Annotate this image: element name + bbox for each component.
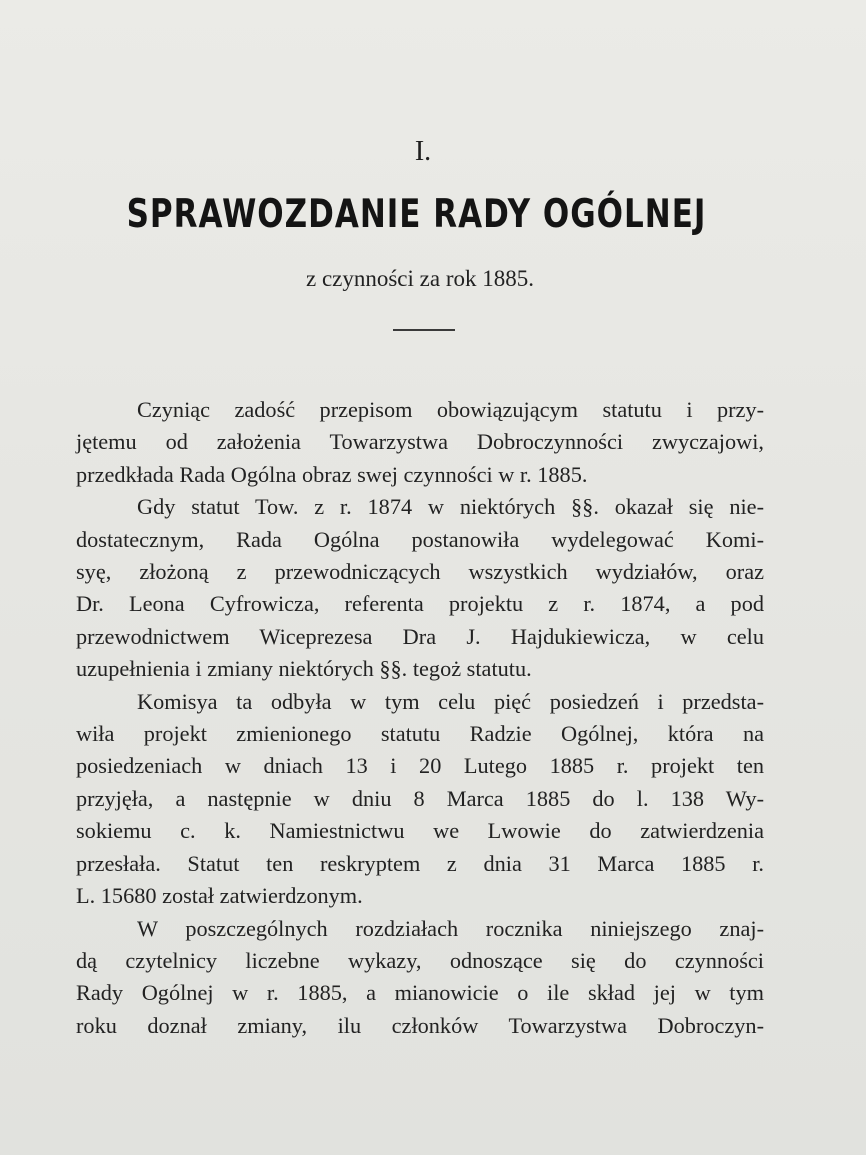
text-line: przedkłada Rada Ogólna obraz swej czynności w r. 1885.: [76, 461, 588, 487]
text-line: sokiemu c. k. Namiestnictwu we Lwowie do zatwierdzenia: [76, 818, 764, 844]
paragraph-2: [76, 491, 764, 685]
text-line: L. 15680 został zatwierdzonym.: [76, 883, 363, 909]
text-line: posiedzeniach w dniach 13 i 20 Lutego 1885 r. projekt ten: [76, 753, 764, 779]
text-line: dą czytelnicy liczebne wykazy, odnoszące się do czynności: [76, 947, 764, 973]
paragraph-3: [76, 686, 764, 913]
text-line: wiła projekt zmienionego statutu Radzie Ogólnej, która na: [76, 721, 764, 747]
text-line: Dr. Leona Cyfrowicza, referenta projektu z r. 1874, a pod: [76, 591, 764, 617]
text-line: syę, złożoną z przewodniczących wszystkich wydziałów, oraz: [76, 559, 764, 585]
paragraph-1: [76, 394, 764, 491]
text-line: przesłała. Statut ten reskryptem z dnia 31 Marca 1885 r.: [76, 850, 764, 876]
text-line: Rady Ogólnej w r. 1885, a mianowicie o ile skład jej w tym: [76, 980, 764, 1006]
text-line: Komisya ta odbyła w tym celu pięć posiedzeń i przedsta-: [137, 688, 764, 714]
page-title: SPRAWOZDANIE RADY OGÓLNEJ: [126, 192, 707, 237]
text-line: W poszczególnych rozdziałach rocznika niniejszego znaj-: [137, 915, 764, 941]
text-line: dostatecznym, Rada Ogólna postanowiła wydelegować Komi-: [76, 526, 764, 552]
text-line: uzupełnienia i zmiany niektórych §§. tegoż statutu.: [76, 656, 532, 682]
text-line: przyjęła, a następnie w dniu 8 Marca 1885 do l. 138 Wy-: [76, 785, 764, 811]
section-number: I.: [414, 136, 432, 167]
text-line: przewodnictwem Wiceprezesa Dra J. Hajdukiewicza, w celu: [76, 623, 764, 649]
page-subtitle: z czynności za rok 1885.: [305, 266, 534, 291]
text-line: Czyniąc zadość przepisom obowiązującym statutu i przy-: [137, 397, 764, 422]
text-line: roku doznał zmiany, ilu członków Towarzystwa Dobroczyn-: [76, 1012, 764, 1038]
text-line: jętemu od założenia Towarzystwa Dobroczynności zwyczajowi,: [76, 429, 764, 455]
title-divider: [393, 329, 455, 331]
text-line: Gdy statut Tow. z r. 1874 w niektórych §§. okazał się nie-: [137, 494, 764, 520]
body-text: [76, 394, 764, 1042]
paragraph-4: [76, 913, 764, 1043]
